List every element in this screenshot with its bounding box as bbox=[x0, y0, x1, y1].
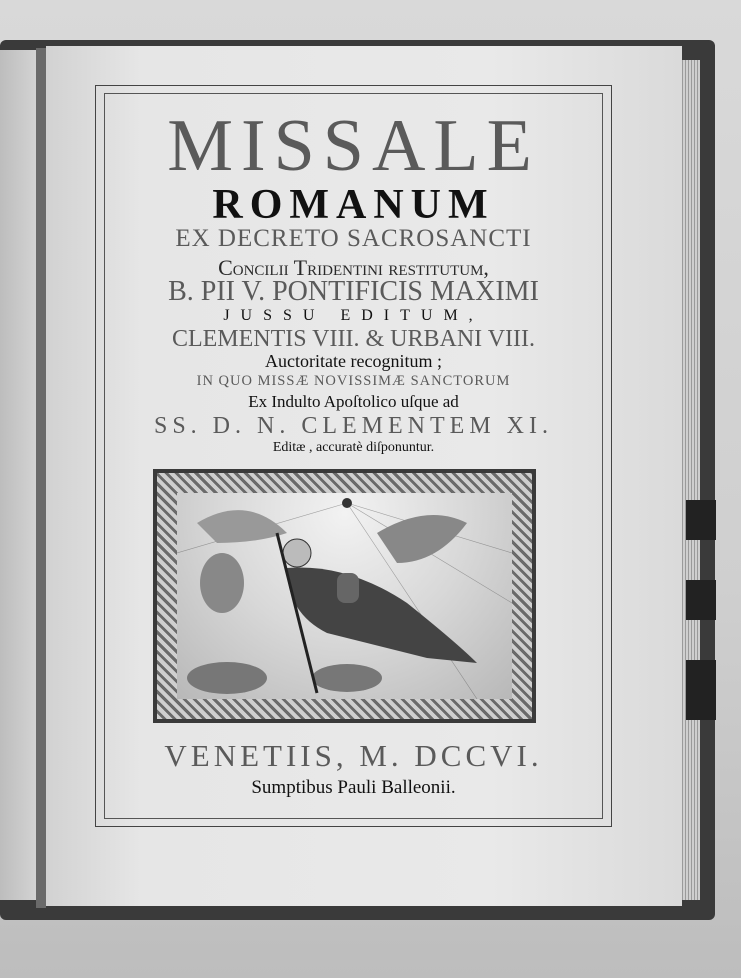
subtitle-line: EX DECRETO SACROSANCTI bbox=[175, 225, 532, 252]
subtitle-line: JUSSU EDITUM, bbox=[223, 307, 484, 324]
colosseum bbox=[187, 662, 267, 694]
bookmark-tab bbox=[686, 660, 716, 720]
title-missale: MISSALE bbox=[167, 105, 540, 187]
bookmark-tab bbox=[686, 580, 716, 620]
papal-tiara bbox=[337, 573, 359, 603]
subtitle-line: SS. D. N. CLEMENTEM XI. bbox=[153, 413, 553, 439]
subtitle-line: Ex Indulto Apoſtolico uſque ad bbox=[248, 392, 459, 411]
subtitle-line: CLEMENTIS VIII. & URBANI VIII. bbox=[171, 326, 536, 352]
wing-left bbox=[197, 510, 287, 543]
page-edges bbox=[680, 60, 700, 900]
subtitle-line: Auctoritate recognitum ; bbox=[265, 351, 442, 371]
subtitle-line: Concilii Tridentini reſtitutum, bbox=[218, 255, 489, 280]
dome-building bbox=[200, 553, 244, 613]
imprint-publisher: Sumptibus Pauli Balleonii. bbox=[251, 777, 456, 798]
eye-of-providence-icon bbox=[342, 498, 352, 508]
angel-head bbox=[283, 539, 311, 567]
bookmark-tab bbox=[686, 500, 716, 540]
angel-robe bbox=[287, 567, 477, 663]
allegorical-figure-illustration bbox=[177, 493, 512, 699]
imprint-city-date: VENETIIS, M. DCCVI. bbox=[164, 738, 543, 773]
book-spine bbox=[36, 48, 46, 908]
subtitle-line: IN QUO MISSÆ NOVISSIMÆ SANCTORUM bbox=[196, 373, 511, 389]
colonnade bbox=[312, 664, 382, 692]
subtitle-line: B. PII V. PONTIFICIS MAXIMI bbox=[168, 276, 539, 307]
title-romanum: ROMANUM bbox=[212, 182, 495, 228]
frontispiece-engraving bbox=[153, 469, 536, 723]
engraving-scene bbox=[177, 493, 512, 699]
subtitle-line: Editæ , accuratè diſponuntur. bbox=[272, 440, 435, 455]
wing-right bbox=[377, 515, 467, 563]
